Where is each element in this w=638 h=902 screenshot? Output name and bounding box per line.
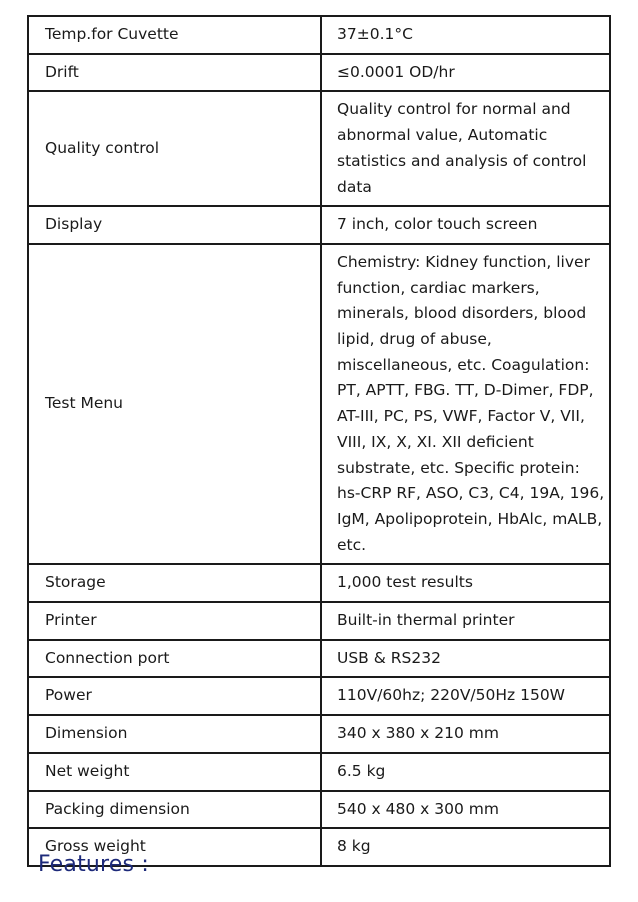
spec-row-storage [28, 564, 610, 602]
spec-row-dimension [28, 715, 610, 753]
spec-label: Connection port [28, 640, 321, 678]
spec-value: Built-in thermal printer [321, 602, 610, 640]
spec-label: Gross weight [28, 828, 321, 866]
spec-value: Quality control for normal and abnormal value, Automatic statistics and analysis of control data [321, 91, 610, 206]
spec-label: Test Menu [28, 244, 321, 564]
spec-row-net-weight [28, 753, 610, 791]
spec-row-quality-control [28, 91, 610, 206]
spec-value: 6.5 kg [321, 753, 610, 791]
spec-value: ≤0.0001 OD/hr [321, 54, 610, 92]
spec-row-display [28, 206, 610, 244]
spec-value: 540 x 480 x 300 mm [321, 791, 610, 829]
spec-row-connection-port [28, 640, 610, 678]
spec-label: Net weight [28, 753, 321, 791]
spec-value: Chemistry: Kidney function, liver function, cardiac markers, minerals, blood disorders, blood lipid, drug of abuse, miscellaneous, etc. Coagulation: PT, APTT, FBG. TT, D-Dimer, FDP, AT-III, PC, PS, VWF, Factor V, VII, VIII, IX, X, XI. XII deficient substrate, etc. Specific protein: hs-CRP RF, ASO, C3, C4, 19A, 196, IgM, Apolipoprotein, HbAlc, mALB, etc. [321, 244, 610, 564]
spec-label: Packing dimension [28, 791, 321, 829]
spec-row-test-menu [28, 244, 610, 564]
spec-label: Power [28, 677, 321, 715]
spec-label: Temp.for Cuvette [28, 16, 321, 54]
spec-row-printer [28, 602, 610, 640]
spec-value: USB & RS232 [321, 640, 610, 678]
spec-label: Quality control [28, 91, 321, 206]
spec-value: 1,000 test results [321, 564, 610, 602]
spec-label: Storage [28, 564, 321, 602]
spec-label: Drift [28, 54, 321, 92]
spec-label: Dimension [28, 715, 321, 753]
spec-value: 340 x 380 x 210 mm [321, 715, 610, 753]
spec-label: Printer [28, 602, 321, 640]
spec-value: 110V/60hz; 220V/50Hz 150W [321, 677, 610, 715]
spec-value: 7 inch, color touch screen [321, 206, 610, 244]
spec-row-temp-cuvette [28, 16, 610, 54]
spec-value: 8 kg [321, 828, 610, 866]
spec-row-drift [28, 54, 610, 92]
spec-row-power [28, 677, 610, 715]
spec-row-packing-dimension [28, 791, 610, 829]
features-heading: Features : [38, 852, 150, 877]
spec-value: 37±0.1°C [321, 16, 610, 54]
spec-label: Display [28, 206, 321, 244]
specifications-table [27, 15, 611, 867]
